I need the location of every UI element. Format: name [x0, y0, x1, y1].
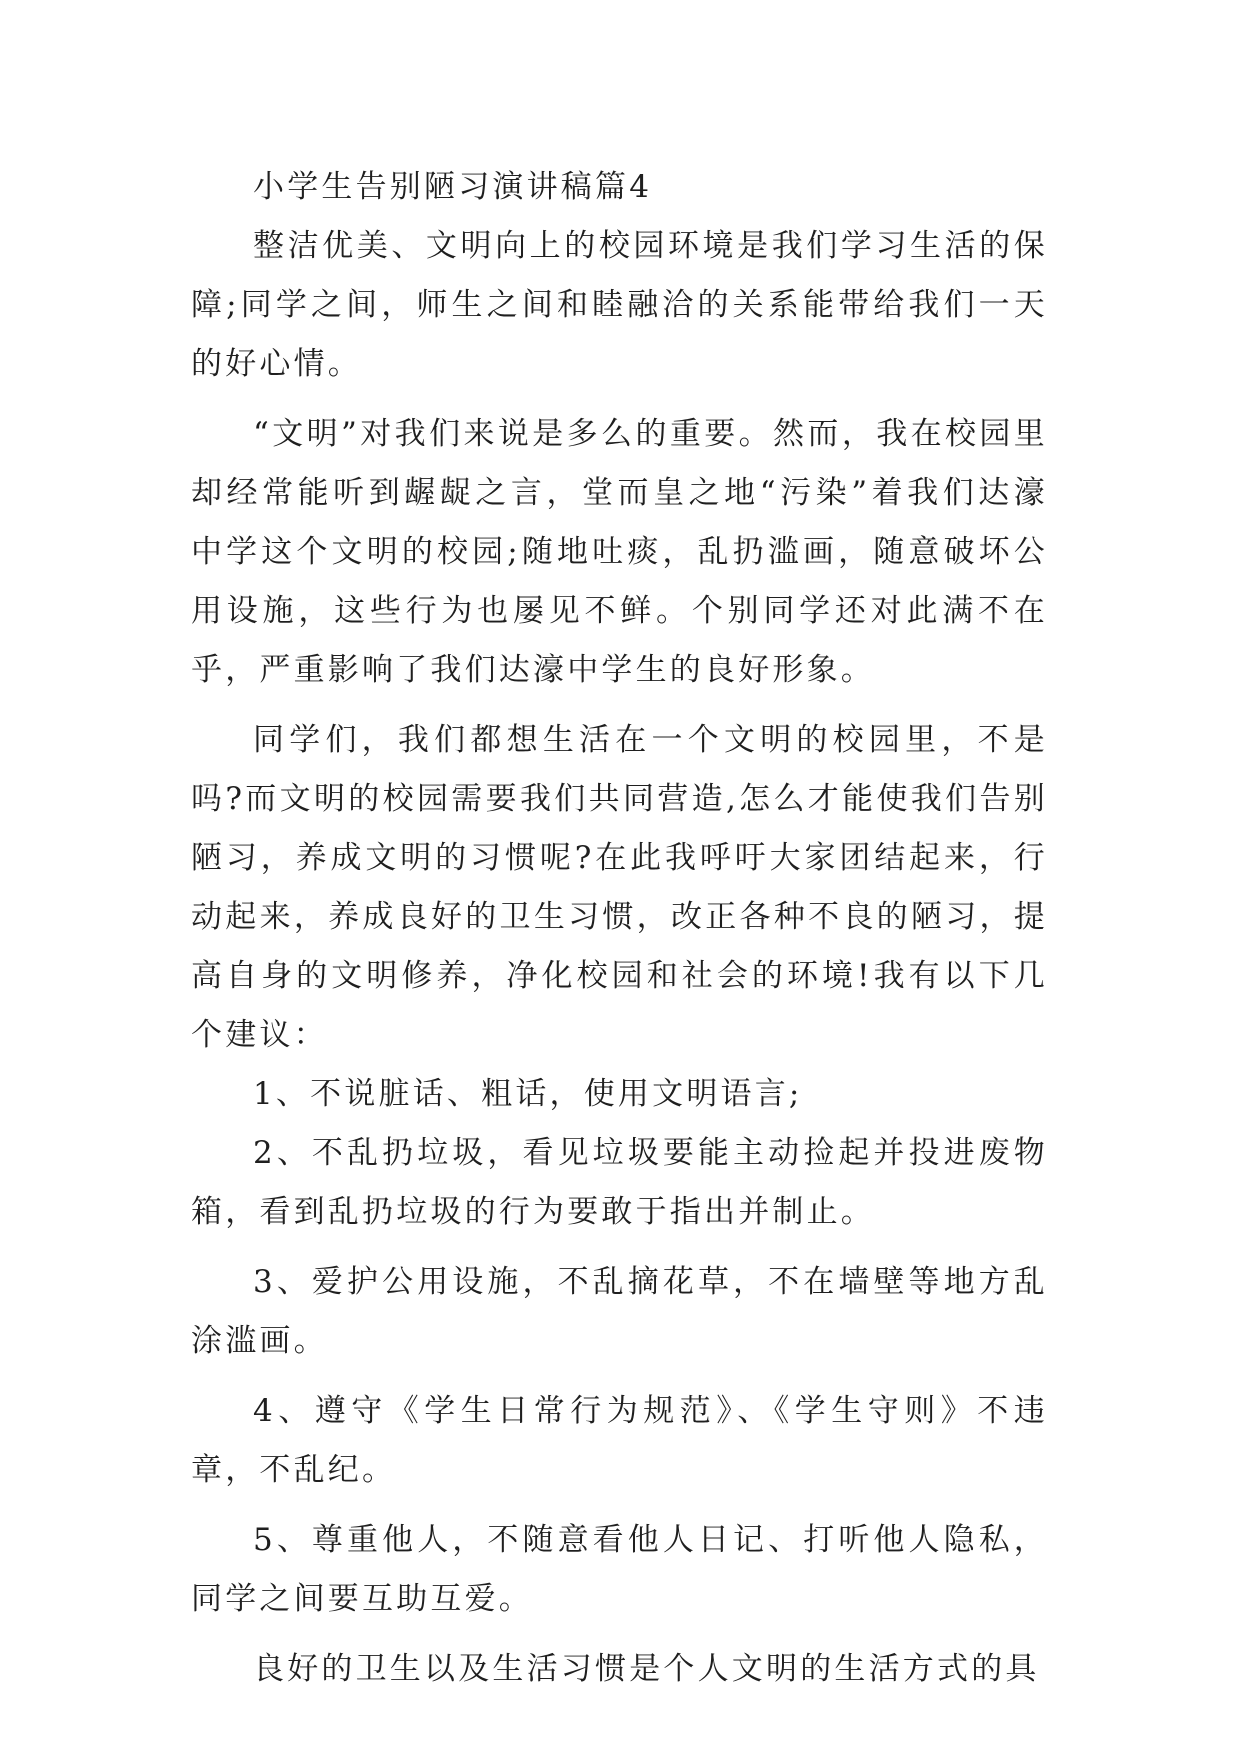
list-item-4: 4、遵守《学生日常行为规范》、《学生守则》不违章，不乱纪。	[191, 1393, 1048, 1488]
list-item-2: 2、不乱扔垃圾，看见垃圾要能主动捡起并投进废物箱，看到乱扔垃圾的行为要敢于指出并制止。	[191, 1135, 1048, 1230]
document-title: 小学生告别陋习演讲稿篇4	[253, 169, 653, 205]
list-item-5: 5、尊重他人，不随意看他人日记、打听他人隐私，同学之间要互助互爱。	[191, 1522, 1048, 1617]
document-body	[191, 158, 1048, 1699]
list-item-1: 1、不说脏话、粗话，使用文明语言;	[253, 1076, 803, 1112]
paragraph-1: 整洁优美、文明向上的校园环境是我们学习生活的保障;同学之间，师生之间和睦融洽的关系能带给我们一天的好心情。	[191, 228, 1048, 382]
list-item-3: 3、爱护公用设施，不乱摘花草，不在墙壁等地方乱涂滥画。	[191, 1264, 1048, 1359]
paragraph-3: 同学们，我们都想生活在一个文明的校园里，不是吗?而文明的校园需要我们共同营造,怎么才能使我们告别陋习，养成文明的习惯呢?在此我呼吁大家团结起来，行动起来，养成良好的卫生习惯，改正各种不良的陋习，提高自身的文明修养，净化校园和社会的环境!我有以下几个建议：	[191, 722, 1048, 1053]
paragraph-closing: 良好的卫生以及生活习惯是个人文明的生活方式的具	[253, 1651, 1040, 1687]
paragraph-2: “文明”对我们来说是多么的重要。然而，我在校园里却经常能听到龌龊之言，堂而皇之地“污染”着我们达濠中学这个文明的校园;随地吐痰，乱扔滥画，随意破坏公用设施，这些行为也屡见不鲜。个别同学还对此满不在乎，严重影响了我们达濠中学生的良好形象。	[191, 416, 1048, 688]
